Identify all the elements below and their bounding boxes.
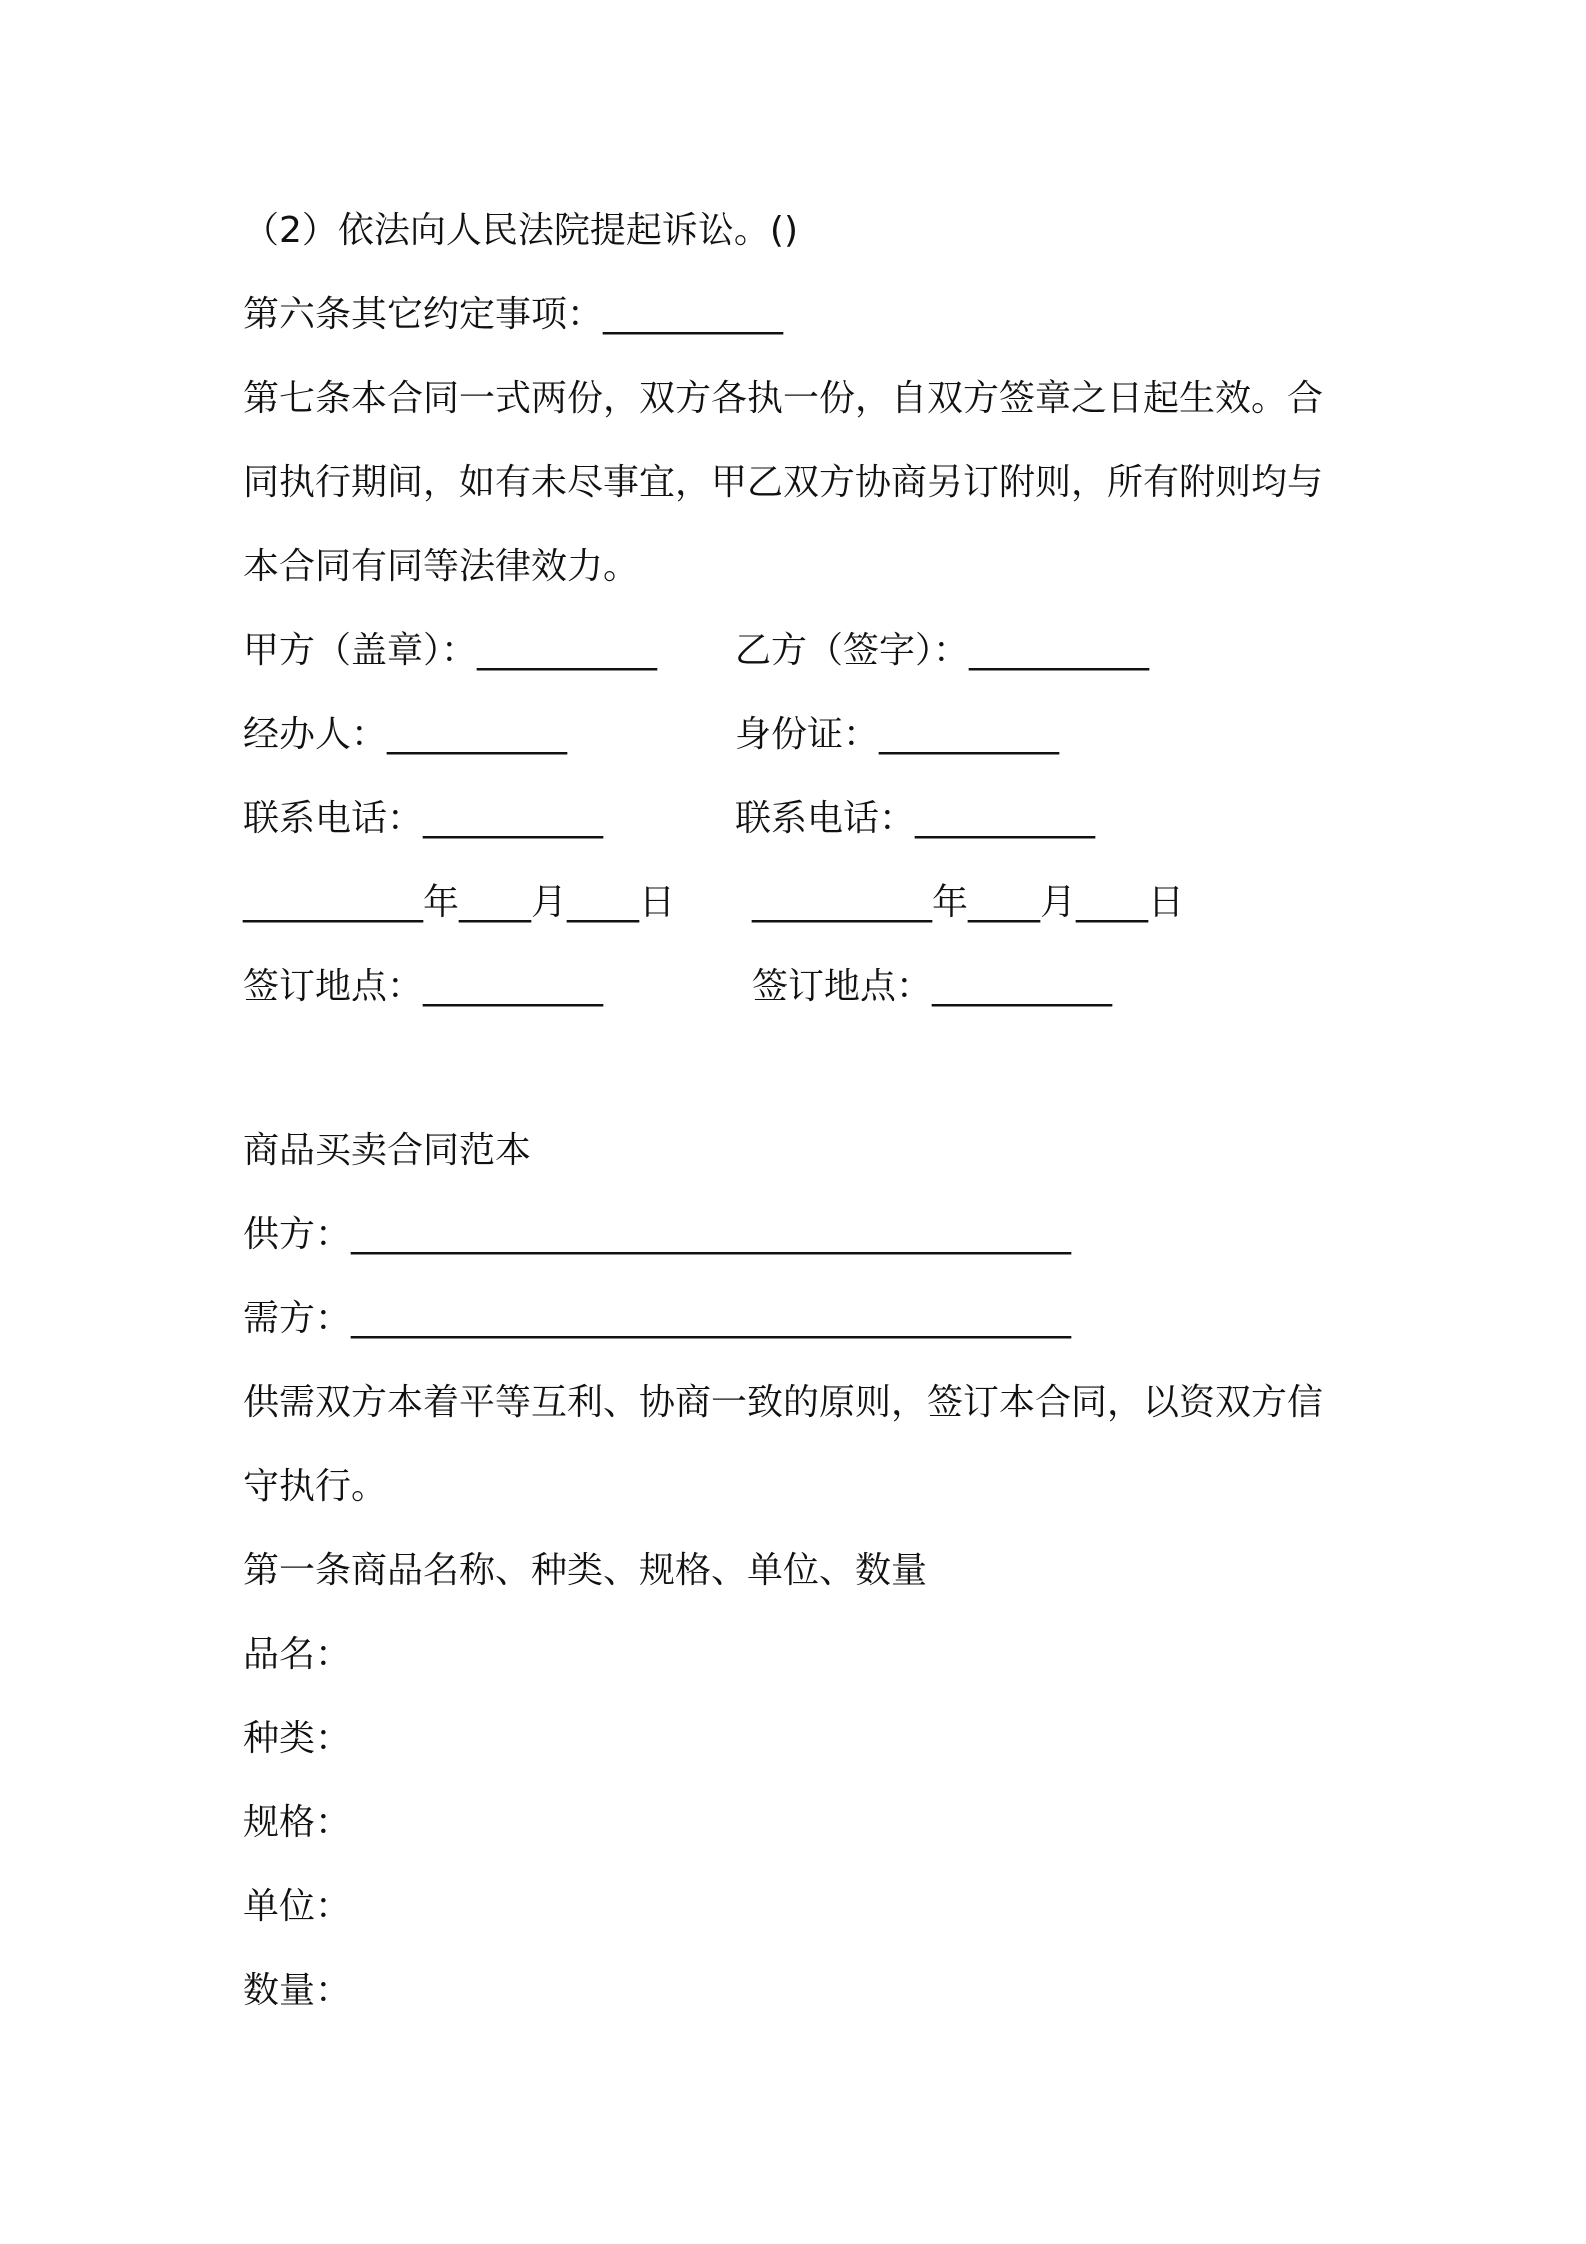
intro-line-1: 供需双方本着平等互利、协商一致的原则，签订本合同，以资双方信 [243,1382,1324,1423]
buyer-field: 需方：________________________________________ [243,1298,1072,1339]
field-name: 品名： [243,1634,352,1675]
supplier-field: 供方：________________________________________ [243,1214,1072,1255]
clause-7-line-3: 本合同有同等法律效力。 [243,546,640,587]
clause-1-heading: 第一条商品名称、种类、规格、单位、数量 [243,1550,928,1591]
field-type: 种类： [243,1718,352,1759]
party-a-seal: 甲方（盖章）：__________ [243,630,658,671]
clause-7-line-2: 同执行期间，如有未尽事宜，甲乙双方协商另订附则，所有附则均与 [243,462,1324,503]
intro-line-2: 守执行。 [243,1466,388,1507]
place-a: 签订地点：__________ [243,966,604,1007]
clause-7-line-1: 第七条本合同一式两份，双方各执一份，自双方签章之日起生效。合 [243,378,1324,419]
field-spec: 规格： [243,1802,352,1843]
field-quantity: 数量： [243,1970,352,2011]
date-a: __________年____月____日 [243,882,675,923]
phone-a: 联系电话：__________ [243,798,604,839]
id-card: 身份证：__________ [735,714,1060,755]
place-b: 签订地点：__________ [752,966,1113,1007]
phone-b: 联系电话：__________ [735,798,1096,839]
clause-5-item-2: （2）依法向人民法院提起诉讼。() [243,210,798,251]
clause-6: 第六条其它约定事项：__________ [243,294,784,335]
contract-title: 商品买卖合同范本 [243,1130,532,1171]
agent: 经办人：__________ [243,714,568,755]
party-b-sign: 乙方（签字）：__________ [735,630,1150,671]
field-unit: 单位： [243,1886,352,1927]
date-b: __________年____月____日 [752,882,1184,923]
